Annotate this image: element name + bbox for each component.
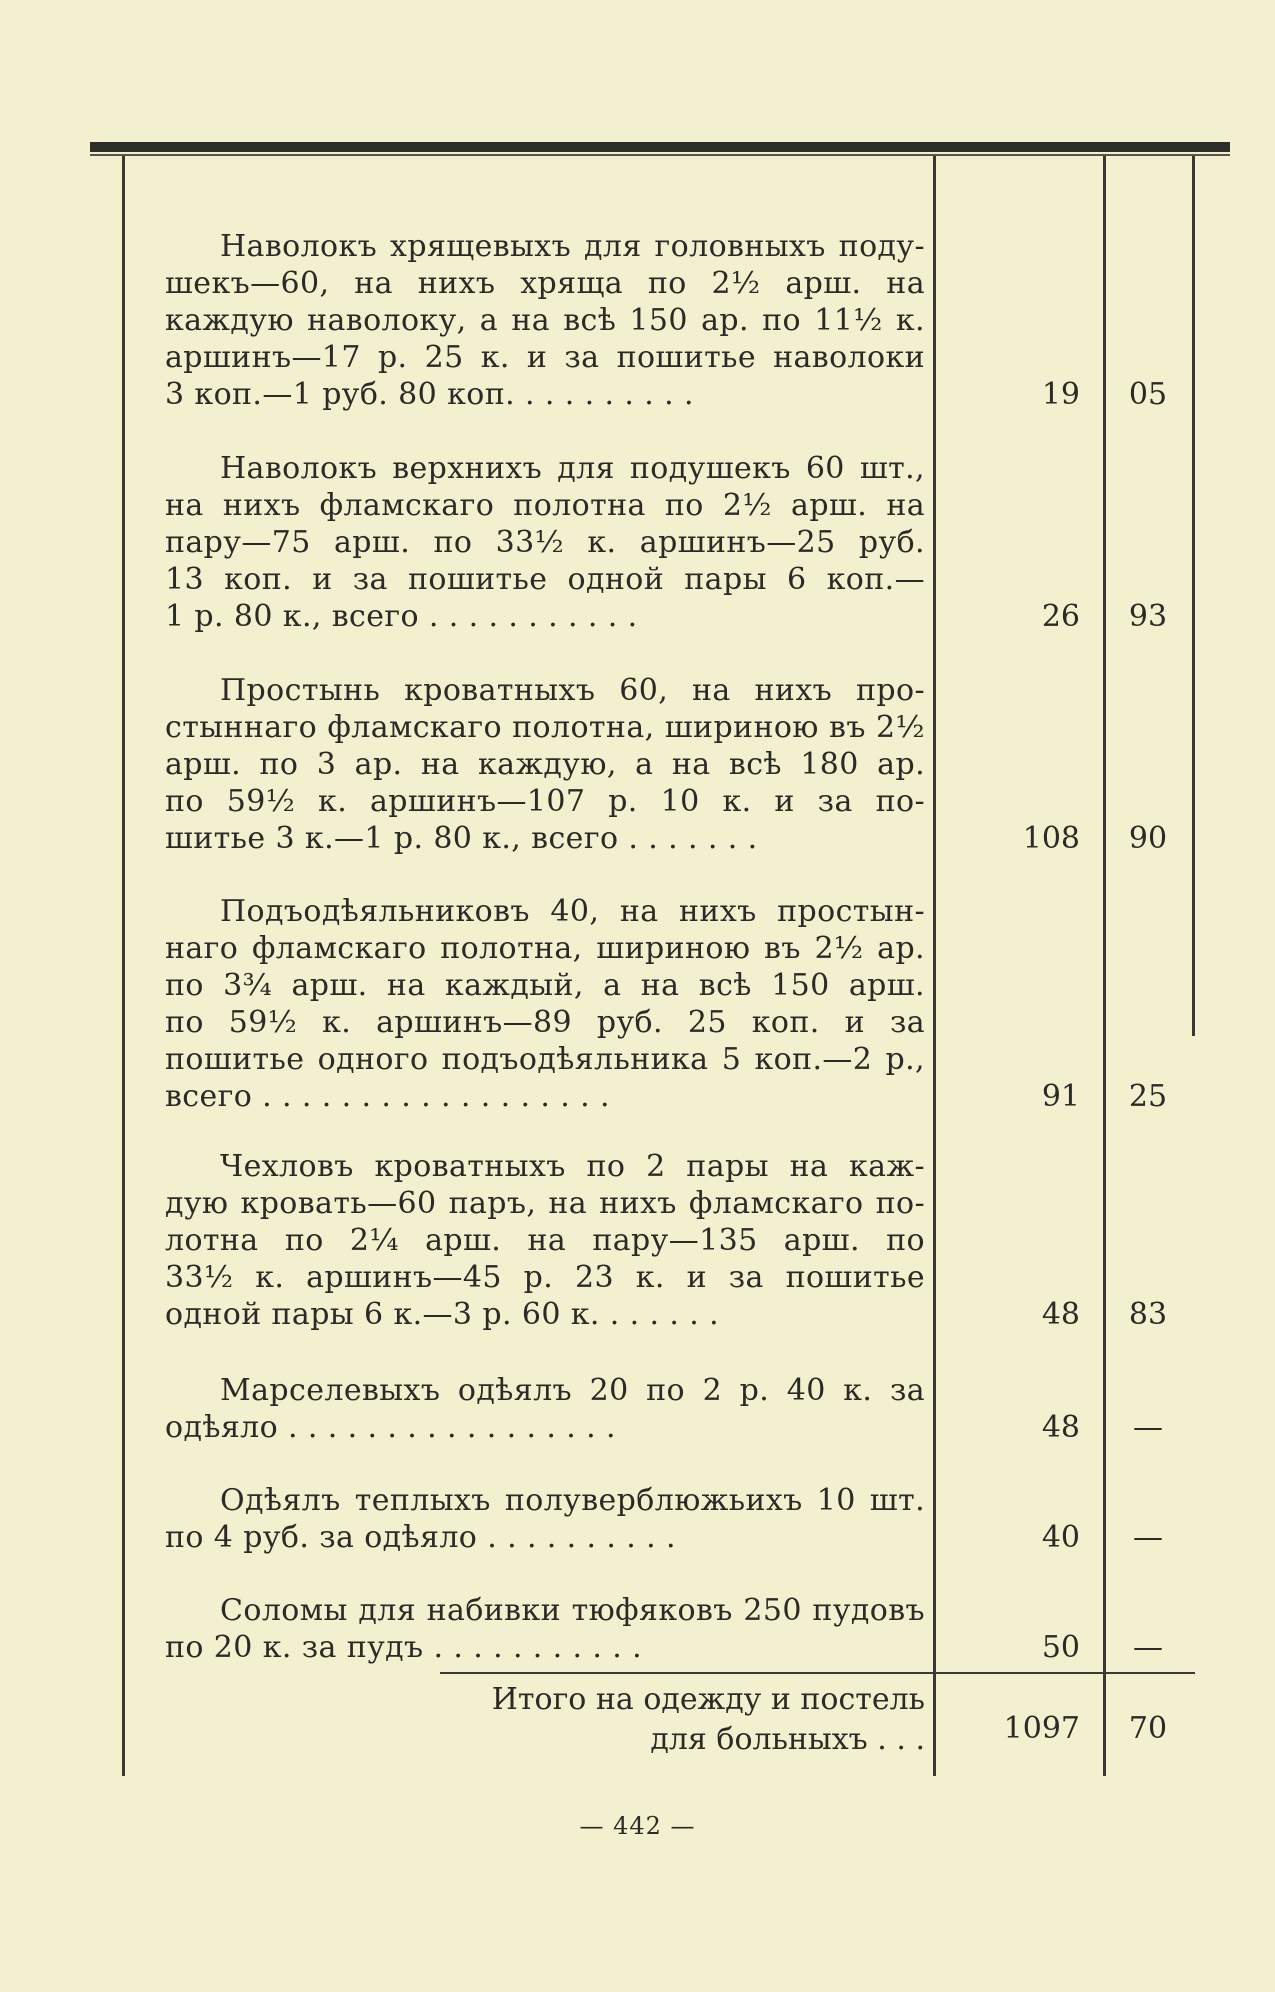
amount-kopecks: 93 (1128, 599, 1168, 634)
entry-line: 33½ к. аршинъ—45 р. 23 к. и за пошитье (165, 1260, 925, 1295)
entry-line: Марселевыхъ одѣялъ 20 по 2 р. 40 к. за (220, 1373, 925, 1408)
top-rule-thin (90, 154, 1230, 156)
amount-rubles: 48 (1041, 1297, 1080, 1332)
entry-line: стыннаго фламскаго полотна, шириною въ 2½ (165, 710, 925, 745)
total-label-line2: для больныхъ . . . (650, 1722, 925, 1757)
entry-pillowcases-upper (165, 450, 925, 635)
entry-line: по 4 руб. за одѣяло . . . . . . . . . . (165, 1520, 676, 1555)
entry-line: шитье 3 к.—1 р. 80 к., всего . . . . . . . (165, 821, 758, 856)
kopecks-column-rule (1103, 156, 1106, 1776)
entry-line: шекъ—60, на нихъ хряща по 2½ арш. на (165, 266, 925, 301)
total-rule (440, 1672, 1195, 1674)
entry-line: 13 коп. и за пошитье одной пары 6 коп.— (165, 562, 925, 597)
entry-marseille-blankets (165, 1372, 925, 1446)
total-label (440, 1680, 925, 1760)
entry-line: Соломы для набивки тюфяковъ 250 пудовъ (220, 1593, 925, 1628)
entry-duvet-covers (165, 893, 925, 1115)
amount-rubles: 26 (1041, 599, 1080, 634)
entry-line: по 59½ к. аршинъ—107 р. 10 к. и за по- (165, 784, 925, 819)
entry-straw (165, 1592, 925, 1666)
right-rule (1192, 156, 1195, 1036)
entry-line: каждую наволоку, а на всѣ 150 ар. по 11½ к. (165, 303, 925, 338)
entry-line: одной пары 6 к.—3 р. 60 к. . . . . . . (165, 1297, 720, 1332)
total-rubles: 1097 (1003, 1711, 1080, 1746)
amount-kopecks: — (1133, 1520, 1163, 1555)
entry-line: Наволокъ хрящевыхъ для головныхъ поду- (220, 229, 925, 264)
entry-line: Одѣялъ теплыхъ полуверблюжьихъ 10 шт. (220, 1483, 925, 1518)
amount-kopecks: 25 (1128, 1079, 1168, 1114)
entry-bedsheets (165, 672, 925, 857)
amount-rubles: 91 (1041, 1079, 1080, 1114)
entry-line: по 3¾ арш. на каждый, а на всѣ 150 арш. (165, 968, 925, 1003)
rubles-column-rule (933, 156, 936, 1776)
amount-kopecks: 83 (1128, 1297, 1168, 1332)
top-rule (90, 142, 1230, 152)
entry-line: Наволокъ верхнихъ для подушекъ 60 шт., (220, 451, 925, 486)
page-number: — 442 — (579, 1812, 696, 1840)
amount-kopecks: — (1133, 1410, 1163, 1445)
entry-line: одѣяло . . . . . . . . . . . . . . . . . (165, 1410, 616, 1445)
amount-kopecks: 05 (1128, 377, 1168, 412)
entry-line: лотна по 2¼ арш. на пару—135 арш. по (165, 1223, 925, 1258)
amount-rubles: 40 (1041, 1520, 1080, 1555)
entry-line: на нихъ фламскаго полотна по 2½ арш. на (165, 488, 925, 523)
entry-line: всего . . . . . . . . . . . . . . . . . . (165, 1079, 610, 1114)
entry-bed-covers (165, 1148, 925, 1333)
amount-rubles: 19 (1041, 377, 1080, 412)
amount-rubles: 108 (1022, 821, 1080, 856)
entry-line: 1 р. 80 к., всего . . . . . . . . . . . (165, 599, 638, 634)
total-kopecks: 70 (1128, 1711, 1168, 1746)
entry-line: по 59½ к. аршинъ—89 руб. 25 коп. и за (165, 1005, 925, 1040)
entry-line: пару—75 арш. по 33½ к. аршинъ—25 руб. (165, 525, 925, 560)
entry-pillowcases-ticking (165, 228, 925, 413)
amount-kopecks: — (1133, 1630, 1163, 1665)
entry-line: Чехловъ кроватныхъ по 2 пары на каж- (220, 1149, 925, 1184)
amount-kopecks: 90 (1128, 821, 1168, 856)
total-label-line1: Итого на одежду и постель (491, 1682, 925, 1717)
entry-line: пошитье одного подъодѣяльника 5 коп.—2 р., (165, 1042, 925, 1077)
amount-rubles: 50 (1041, 1630, 1080, 1665)
entry-line: 3 коп.—1 руб. 80 коп. . . . . . . . . . (165, 377, 694, 412)
entry-line: аршинъ—17 р. 25 к. и за пошитье наволоки (165, 340, 925, 375)
entry-line: Простынь кроватныхъ 60, на нихъ про- (220, 673, 925, 708)
entry-line: арш. по 3 ар. на каждую, а на всѣ 180 ар. (165, 747, 925, 782)
entry-line: наго фламскаго полотна, шириною въ 2½ ар. (165, 931, 925, 966)
entry-line: Подъодѣяльниковъ 40, на нихъ простын- (220, 894, 925, 929)
left-rule (122, 156, 125, 1776)
amount-rubles: 48 (1041, 1410, 1080, 1445)
entry-line: дую кровать—60 паръ, на нихъ фламскаго по- (165, 1186, 925, 1221)
entry-line: по 20 к. за пудъ . . . . . . . . . . . (165, 1630, 643, 1665)
entry-warm-blankets (165, 1482, 925, 1556)
